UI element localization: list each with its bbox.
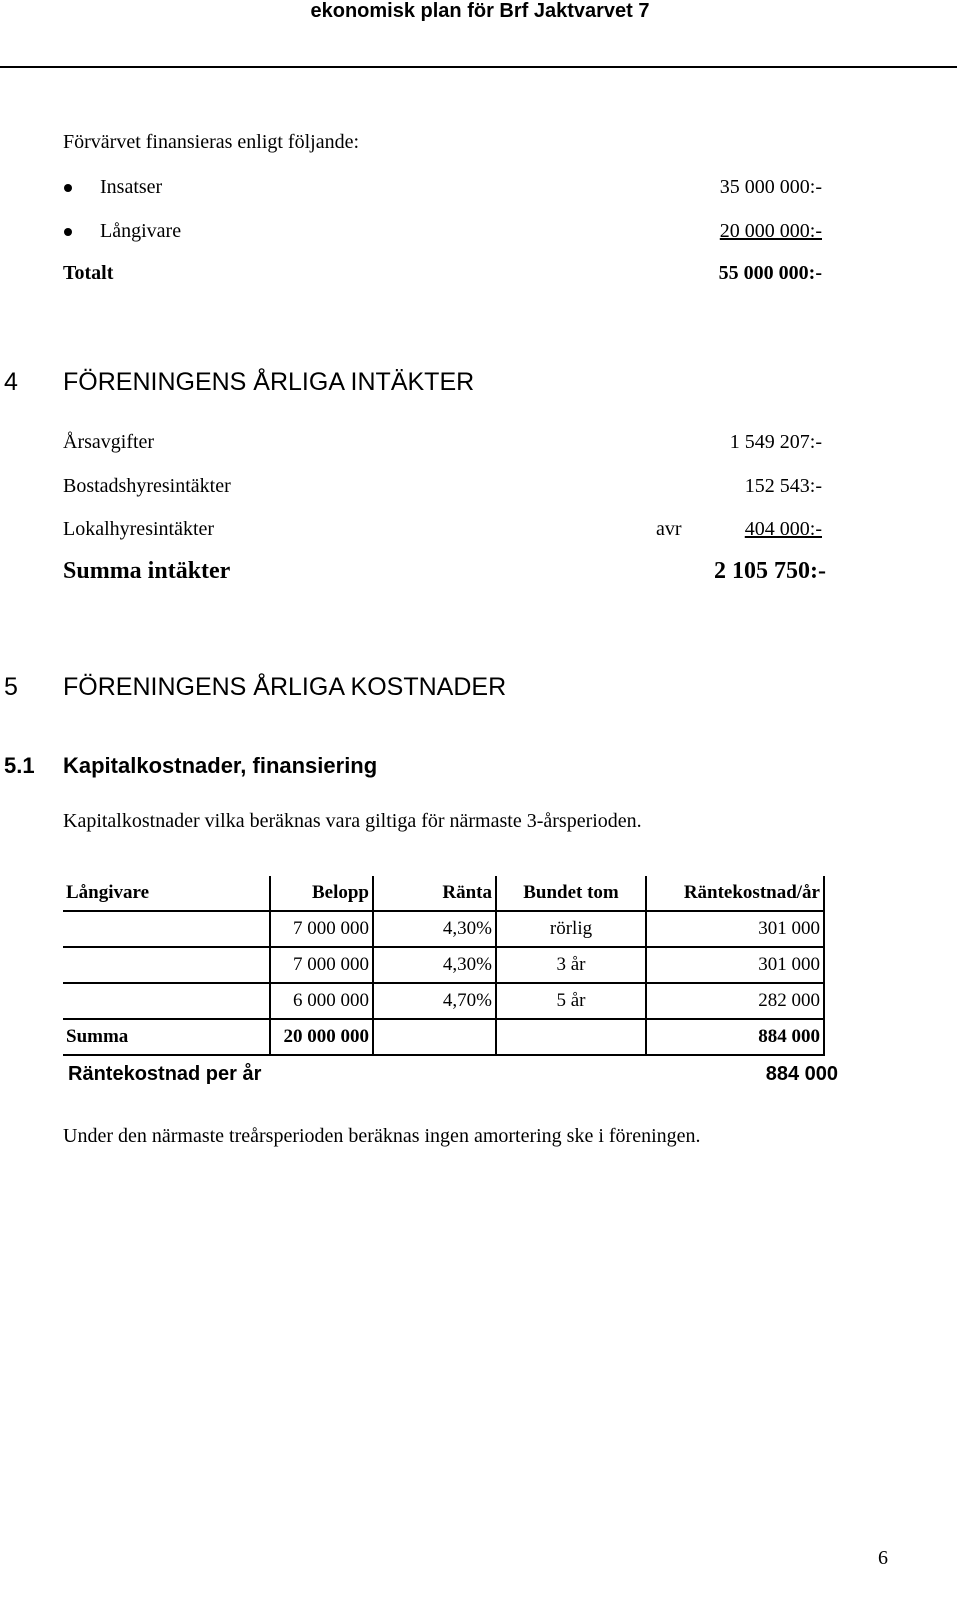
section-title: FÖRENINGENS ÅRLIGA KOSTNADER	[63, 673, 507, 701]
table-cell	[63, 947, 270, 983]
financing-total-amount: 55 000 000:-	[718, 262, 822, 284]
table-cell: 4,30%	[373, 911, 496, 947]
table-cell: rörlig	[496, 911, 646, 947]
financing-item-amount: 20 000 000:-	[719, 220, 822, 242]
table-cell	[496, 1019, 646, 1055]
table-header-row	[63, 876, 824, 911]
income-amount: 152 543:-	[744, 475, 822, 497]
financing-total-label: Totalt	[63, 262, 114, 284]
bullet-icon	[64, 228, 72, 236]
bullet-icon	[64, 184, 72, 192]
table-header-cell: Belopp	[270, 876, 373, 911]
table-row	[63, 947, 824, 983]
page-number: 6	[878, 1547, 888, 1569]
financing-item-label: Insatser	[100, 176, 163, 198]
table-row	[63, 911, 824, 947]
subsection-number: 5.1	[4, 753, 35, 778]
table-row	[63, 983, 824, 1019]
income-amount: 1 549 207:-	[729, 431, 822, 453]
table-cell: 4,30%	[373, 947, 496, 983]
closing-text: Under den närmaste treårsperioden beräknas ingen amortering ske i föreningen.	[63, 1125, 701, 1147]
interest-cost-amount: 884 000	[765, 1063, 838, 1085]
table-cell: 3 år	[496, 947, 646, 983]
table-cell: Summa	[63, 1019, 270, 1055]
table-header-cell: Ränta	[373, 876, 496, 911]
table-cell: 282 000	[646, 983, 824, 1019]
table-cell: 7 000 000	[270, 911, 373, 947]
financing-intro: Förvärvet finansieras enligt följande:	[63, 131, 360, 153]
table-cell	[63, 983, 270, 1019]
income-label: Bostadshyresintäkter	[63, 475, 231, 497]
table-header-cell: Bundet tom	[496, 876, 646, 911]
table-cell: 301 000	[646, 911, 824, 947]
table-sum-row	[63, 1019, 824, 1055]
table-cell	[373, 1019, 496, 1055]
income-note: avr	[656, 518, 682, 540]
capital-costs-intro: Kapitalkostnader vilka beräknas vara giltiga för närmaste 3-årsperioden.	[63, 810, 642, 832]
income-amount: 404 000:-	[744, 518, 822, 540]
table-header-cell: Räntekostnad/år	[646, 876, 824, 911]
financing-item-label: Långivare	[100, 220, 182, 242]
table-header-cell: Långivare	[63, 876, 270, 911]
income-sum-amount: 2 105 750:-	[714, 558, 826, 584]
section-number: 4	[4, 368, 18, 396]
income-sum-label: Summa intäkter	[63, 558, 231, 584]
section-title: FÖRENINGENS ÅRLIGA INTÄKTER	[63, 368, 475, 396]
table-cell: 20 000 000	[270, 1019, 373, 1055]
table-cell: 301 000	[646, 947, 824, 983]
page-header: ekonomisk plan för Brf Jaktvarvet 7	[310, 0, 650, 22]
interest-cost-label: Räntekostnad per år	[68, 1063, 262, 1085]
header-rule	[0, 66, 957, 68]
table-cell: 7 000 000	[270, 947, 373, 983]
table-cell: 4,70%	[373, 983, 496, 1019]
income-label: Årsavgifter	[63, 431, 155, 453]
table-cell: 6 000 000	[270, 983, 373, 1019]
table-cell	[63, 911, 270, 947]
financing-item-amount: 35 000 000:-	[719, 176, 822, 198]
loans-table	[63, 876, 825, 1056]
income-label: Lokalhyresintäkter	[63, 518, 215, 540]
section-number: 5	[4, 673, 18, 701]
table-cell: 884 000	[646, 1019, 824, 1055]
table-cell: 5 år	[496, 983, 646, 1019]
subsection-title: Kapitalkostnader, finansiering	[63, 753, 378, 778]
